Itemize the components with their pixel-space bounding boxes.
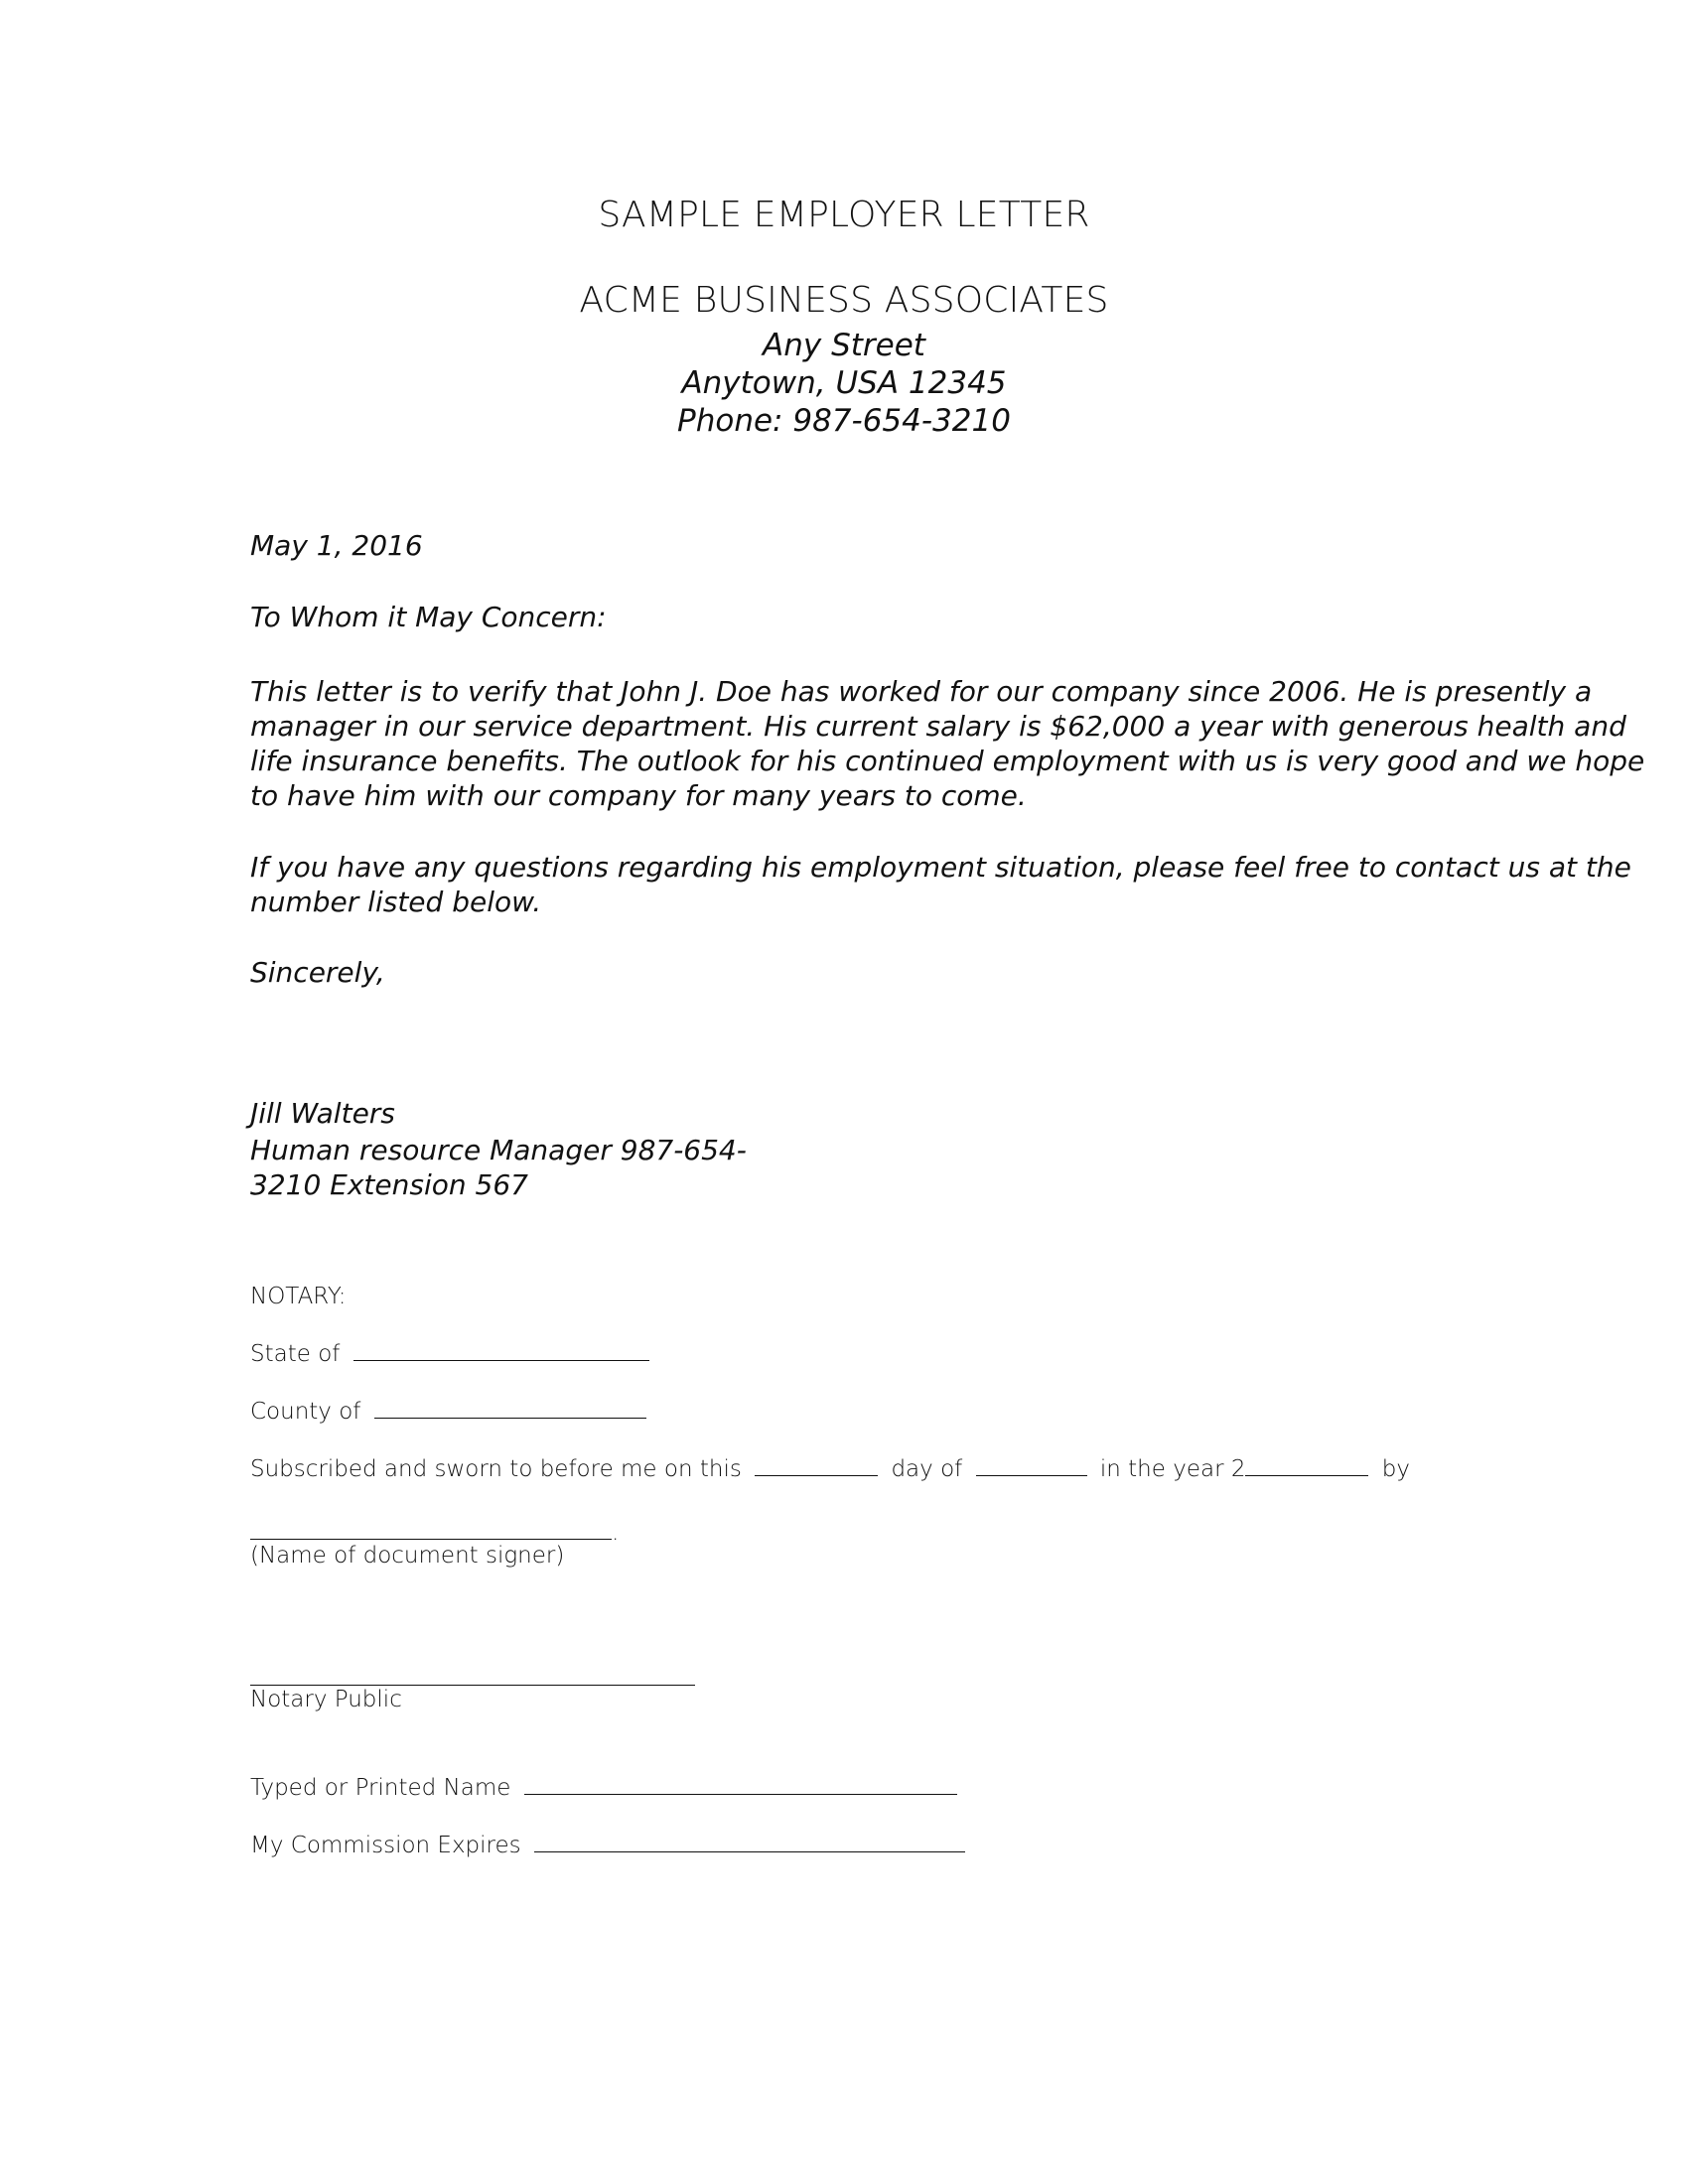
letter-body-paragraph-1 — [250, 674, 1644, 813]
sworn-text: in the year 2 — [1099, 1456, 1246, 1482]
state-blank-line[interactable] — [353, 1340, 649, 1361]
county-blank-line[interactable] — [374, 1398, 646, 1419]
commission-blank-line[interactable] — [534, 1832, 965, 1852]
typed-name-label: Typed or Printed Name — [250, 1775, 511, 1801]
signer-period: . — [612, 1520, 620, 1546]
paragraph-line: life insurance benefits. The outlook for his continued employment with us is very good and we hope — [250, 745, 1645, 777]
typed-name-blank-line[interactable] — [524, 1774, 957, 1795]
typed-name-row — [250, 1774, 957, 1802]
paragraph-line: If you have any questions regarding his employment situation, please feel free to contact us at the — [250, 851, 1631, 884]
sworn-text: Subscribed and sworn to before me on this — [250, 1456, 742, 1482]
paragraph-line: manager in our service department. His current salary is $62,000 a year with generous health and — [250, 710, 1626, 743]
company-name: ACME BUSINESS ASSOCIATES — [579, 280, 1109, 321]
letter-body-paragraph-2 — [250, 850, 1631, 919]
signer-title-line: Human resource Manager 987-654- — [250, 1134, 747, 1166]
letter-closing: Sincerely, — [250, 956, 385, 989]
state-field-row — [250, 1340, 649, 1368]
company-street: Any Street — [763, 328, 925, 363]
document-signer-blank-line[interactable] — [250, 1519, 612, 1540]
sworn-date-blank-line[interactable] — [755, 1455, 878, 1476]
paragraph-line: This letter is to verify that John J. Doe has worked for our company since 2006. He is presently a — [250, 675, 1593, 708]
signer-name: Jill Walters — [250, 1097, 395, 1130]
county-field-row — [250, 1398, 646, 1426]
letter-date: May 1, 2016 — [250, 529, 423, 562]
company-phone: Phone: 987-654-3210 — [677, 403, 1011, 439]
sworn-text: day of — [891, 1456, 963, 1482]
sworn-statement-row — [250, 1455, 1410, 1483]
sworn-text: by — [1381, 1456, 1410, 1482]
signer-title-line: 3210 Extension 567 — [250, 1168, 528, 1201]
notary-heading: NOTARY: — [250, 1284, 347, 1309]
signer-title — [250, 1133, 747, 1202]
sworn-month-blank-line[interactable] — [976, 1455, 1087, 1476]
notary-public-label: Notary Public — [250, 1687, 402, 1712]
letter-salutation: To Whom it May Concern: — [250, 601, 607, 633]
paragraph-line: number listed below. — [250, 886, 542, 918]
county-label: County of — [250, 1399, 361, 1425]
company-city: Anytown, USA 12345 — [681, 365, 1007, 401]
document-signer-caption: (Name of document signer) — [250, 1543, 565, 1569]
commission-row — [250, 1832, 965, 1859]
document-title: SAMPLE EMPLOYER LETTER — [598, 195, 1090, 235]
paragraph-line: to have him with our company for many years to come. — [250, 779, 1027, 812]
sworn-year-blank-line[interactable] — [1245, 1455, 1368, 1476]
commission-label: My Commission Expires — [250, 1833, 521, 1858]
state-label: State of — [250, 1341, 341, 1367]
